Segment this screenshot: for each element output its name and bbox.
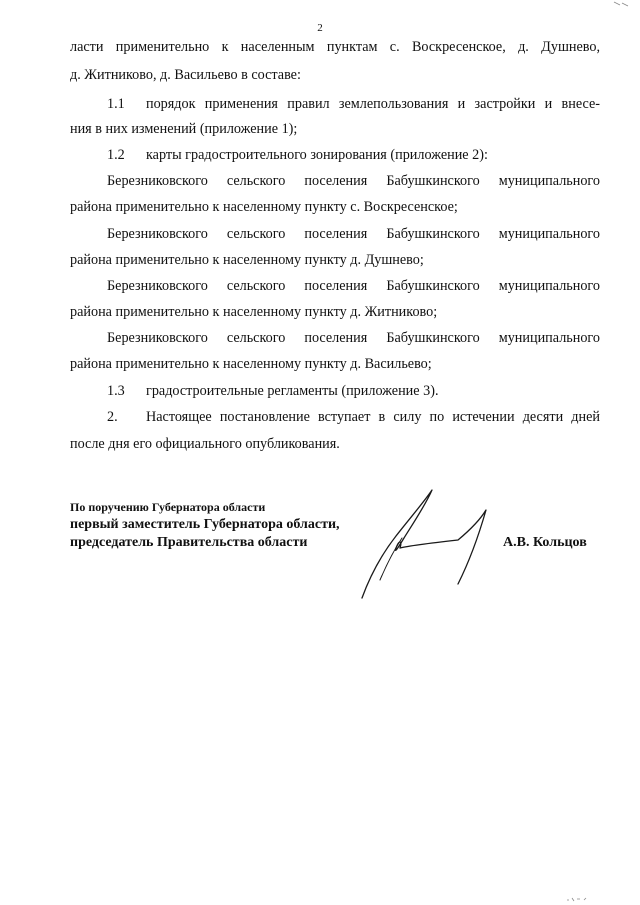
map-entry-line: района применительно к населенному пункту д. Житниково; [70, 304, 438, 320]
page-number: 2 [317, 22, 323, 34]
handwritten-signature [340, 480, 500, 605]
position-title: первый заместитель Губернатора области, [70, 517, 340, 532]
item-text: после дня его официального опубликования. [70, 436, 340, 452]
item-number: 1.3 [107, 383, 125, 399]
map-entry-line: Березниковского сельского поселения Бабушкинского муниципального [107, 330, 600, 346]
item-text: карты градостроительного зонирования (приложение 2): [146, 147, 488, 163]
item-text: градостроительные регламенты (приложение 3). [146, 383, 439, 399]
map-entry-line: района применительно к населенному пункту с. Воскресенское; [70, 199, 458, 215]
signatory-name: А.В. Кольцов [503, 535, 587, 550]
map-entry-line: Березниковского сельского поселения Бабушкинского муниципального [107, 278, 600, 294]
item-number: 2. [107, 409, 118, 425]
item-text: ния в них изменений (приложение 1); [70, 121, 298, 137]
scan-mark [612, 0, 632, 8]
item-text: Настоящее постановление вступает в силу по истечении десяти дней [146, 409, 600, 425]
position-title: председатель Правительства области [70, 535, 308, 550]
body-line: д. Житниково, д. Васильево в составе: [70, 67, 301, 83]
on-behalf-label: По поручению Губернатора области [70, 500, 266, 514]
item-text: порядок применения правил землепользования и застройки и внесе- [146, 96, 600, 112]
map-entry-line: района применительно к населенному пункту д. Васильево; [70, 356, 432, 372]
body-line: ласти применительно к населенным пунктам с. Воскресенское, д. Душнево, [70, 39, 600, 55]
map-entry-line: района применительно к населенному пункту д. Душнево; [70, 252, 424, 268]
map-entry-line: Березниковского сельского поселения Бабушкинского муниципального [107, 226, 600, 242]
item-number: 1.2 [107, 147, 125, 163]
map-entry-line: Березниковского сельского поселения Бабушкинского муниципального [107, 173, 600, 189]
item-number: 1.1 [107, 96, 125, 112]
scan-mark [565, 895, 595, 903]
